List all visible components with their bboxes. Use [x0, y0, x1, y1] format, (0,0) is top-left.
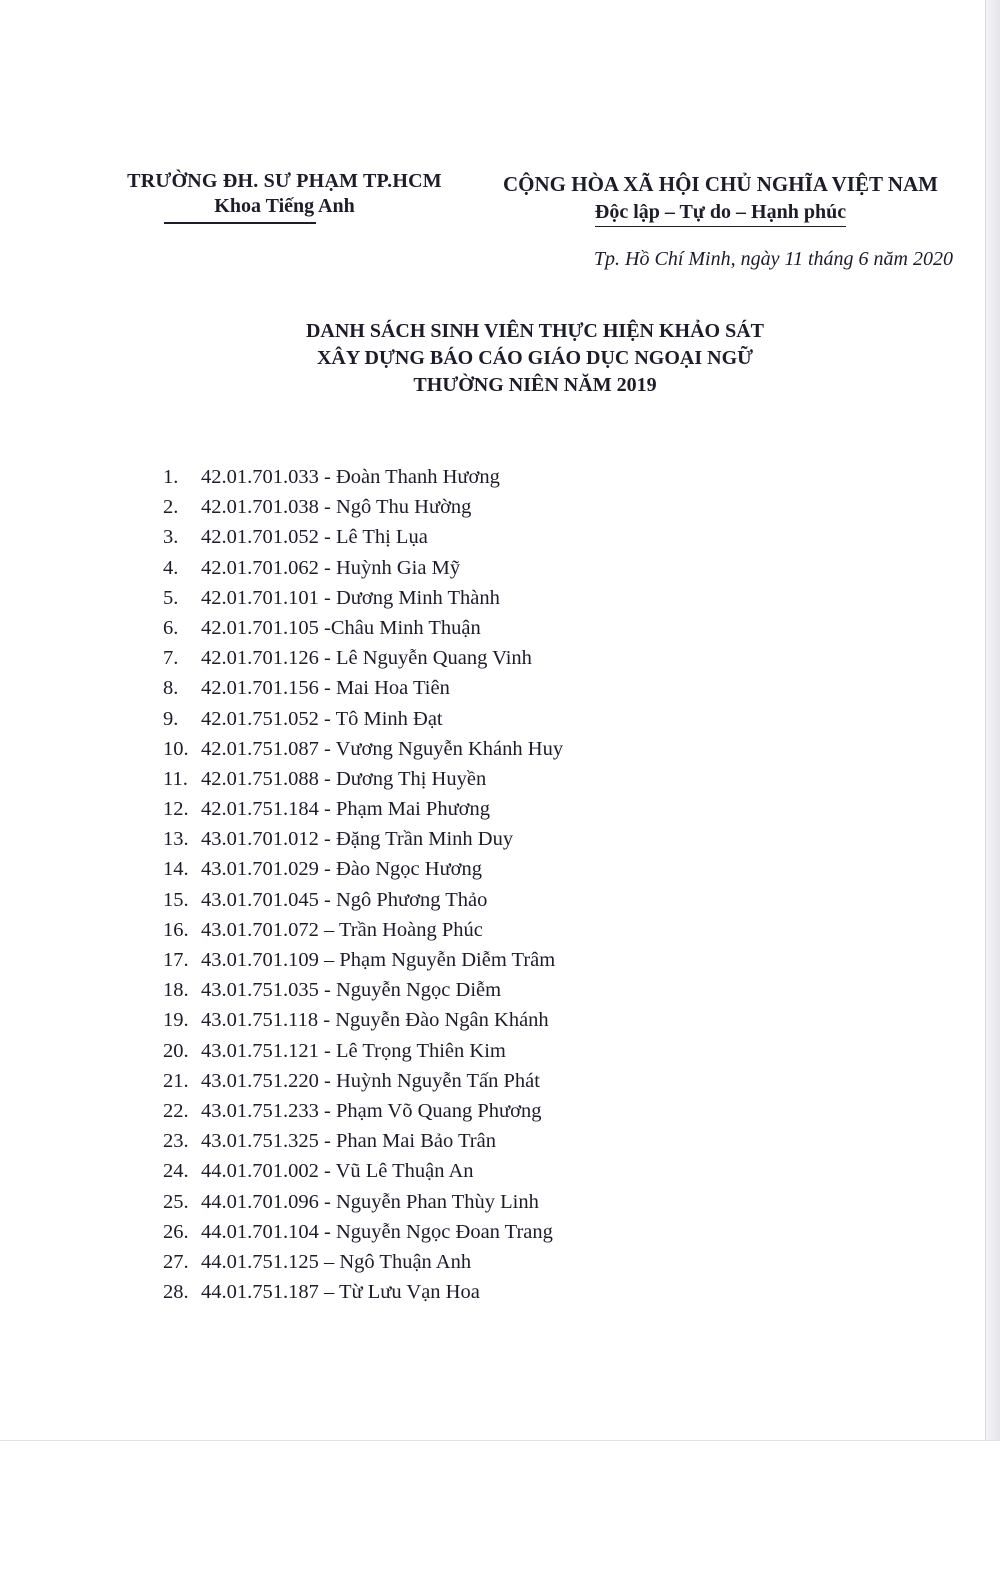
- item-number: 25.: [163, 1190, 189, 1213]
- item-number: 26.: [163, 1220, 189, 1243]
- item-text: 42.01.751.052 - Tô Minh Đạt: [201, 707, 443, 730]
- item-number: 27.: [163, 1250, 189, 1273]
- document-title: [0, 318, 1000, 399]
- item-text: 43.01.751.035 - Nguyễn Ngọc Diễm: [201, 979, 502, 1002]
- list-item: [163, 764, 563, 794]
- list-item: [163, 854, 563, 884]
- school-name: TRƯỜNG ĐH. SƯ PHẠM TP.HCM: [127, 170, 442, 192]
- item-text: 44.01.701.104 - Nguyễn Ngọc Đoan Trang: [201, 1220, 553, 1243]
- list-item: [163, 583, 563, 613]
- list-item: [163, 915, 563, 945]
- faculty-underline: [164, 222, 316, 224]
- item-text: 42.01.751.184 - Phạm Mai Phương: [201, 798, 491, 821]
- list-item: [163, 492, 563, 522]
- item-number: 4.: [163, 556, 179, 579]
- title-line-1: DANH SÁCH SINH VIÊN THỰC HIỆN KHẢO SÁT: [305, 320, 765, 342]
- item-number: 24.: [163, 1160, 189, 1183]
- list-item: [163, 462, 563, 492]
- item-number: 15.: [163, 888, 189, 911]
- item-number: 6.: [163, 616, 179, 639]
- item-number: 12.: [163, 798, 189, 821]
- item-text: 42.01.701.126 - Lê Nguyễn Quang Vinh: [201, 647, 532, 670]
- scan-page-edge: [985, 0, 1000, 1440]
- list-item: [163, 1126, 563, 1156]
- item-number: 28.: [163, 1281, 189, 1304]
- list-item: [163, 975, 563, 1005]
- item-text: 42.01.751.087 - Vương Nguyễn Khánh Huy: [201, 737, 564, 760]
- item-text: 44.01.701.002 - Vũ Lê Thuận An: [201, 1160, 474, 1183]
- item-text: 43.01.701.045 - Ngô Phương Thảo: [201, 888, 488, 911]
- list-item: [163, 704, 563, 734]
- item-text: 43.01.751.233 - Phạm Võ Quang Phương: [201, 1099, 542, 1122]
- item-text: 43.01.751.220 - Huỳnh Nguyễn Tấn Phát: [201, 1069, 540, 1092]
- title-line-3: THƯỜNG NIÊN NĂM 2019: [413, 374, 657, 396]
- nation-name: CỘNG HÒA XÃ HỘI CHỦ NGHĨA VIỆT NAM: [502, 172, 939, 196]
- item-text: 42.01.701.156 - Mai Hoa Tiên: [201, 677, 450, 700]
- item-number: 14.: [163, 858, 189, 881]
- item-text: 43.01.751.325 - Phan Mai Bảo Trân: [201, 1130, 496, 1153]
- item-text: 43.01.701.012 - Đặng Trần Minh Duy: [201, 828, 514, 851]
- item-text: 42.01.751.088 - Dương Thị Huyền: [201, 767, 487, 790]
- list-item: [163, 824, 563, 854]
- list-item: [163, 1036, 563, 1066]
- item-number: 23.: [163, 1130, 189, 1153]
- faculty-name: Khoa Tiếng Anh: [214, 195, 355, 217]
- list-item: [163, 673, 563, 703]
- item-number: 5.: [163, 586, 179, 609]
- item-text: 42.01.701.033 - Đoàn Thanh Hương: [201, 466, 500, 488]
- list-item: [163, 794, 563, 824]
- item-number: 1.: [163, 466, 179, 488]
- list-item: [163, 1156, 563, 1186]
- item-number: 8.: [163, 677, 179, 700]
- item-number: 18.: [163, 979, 189, 1002]
- item-text: 43.01.751.121 - Lê Trọng Thiên Kim: [201, 1039, 506, 1062]
- item-number: 19.: [163, 1009, 189, 1032]
- list-item: [163, 522, 563, 552]
- list-item: [163, 734, 563, 764]
- item-text: 43.01.751.118 - Nguyễn Đào Ngân Khánh: [201, 1009, 549, 1032]
- item-number: 17.: [163, 949, 189, 971]
- institution-header: [112, 170, 457, 224]
- list-item: [163, 1247, 563, 1277]
- item-number: 10.: [163, 737, 189, 760]
- item-number: 9.: [163, 707, 179, 730]
- item-text: 42.01.701.052 - Lê Thị Lụa: [201, 526, 428, 549]
- item-text: 43.01.701.029 - Đào Ngọc Hương: [201, 858, 483, 881]
- national-motto: Độc lập – Tự do – Hạnh phúc: [595, 201, 846, 227]
- list-item: [163, 945, 563, 975]
- item-text: 44.01.701.096 - Nguyễn Phan Thùy Linh: [201, 1190, 539, 1213]
- title-line-2: XÂY DỰNG BÁO CÁO GIÁO DỤC NGOẠI NGỮ: [316, 347, 754, 369]
- list-item: [163, 553, 563, 583]
- item-text: 43.01.701.109 – Phạm Nguyễn Diễm Trâm: [201, 949, 556, 971]
- item-number: 16.: [163, 918, 189, 941]
- item-number: 11.: [163, 767, 188, 790]
- student-list: [163, 462, 563, 1307]
- item-number: 13.: [163, 828, 189, 851]
- list-item: [163, 1096, 563, 1126]
- list-item: [163, 1066, 563, 1096]
- item-number: 21.: [163, 1069, 189, 1092]
- list-item: [163, 1217, 563, 1247]
- item-number: 2.: [163, 496, 179, 519]
- date-line: Tp. Hồ Chí Minh, ngày 11 tháng 6 năm 2020: [593, 248, 953, 270]
- item-text: 44.01.751.125 – Ngô Thuận Anh: [201, 1250, 472, 1273]
- item-text: 42.01.701.038 - Ngô Thu Hường: [201, 496, 472, 519]
- item-text: 42.01.701.105 -Châu Minh Thuận: [201, 616, 481, 639]
- item-number: 20.: [163, 1039, 189, 1062]
- list-item: [163, 885, 563, 915]
- item-number: 7.: [163, 647, 179, 670]
- scan-page-bottom-edge: [0, 1440, 1000, 1441]
- list-item: [163, 613, 563, 643]
- national-header: [478, 172, 963, 227]
- item-number: 22.: [163, 1099, 189, 1122]
- list-item: [163, 1005, 563, 1035]
- item-number: 3.: [163, 526, 179, 549]
- list-item: [163, 643, 563, 673]
- item-text: 42.01.701.101 - Dương Minh Thành: [201, 586, 500, 609]
- list-item: [163, 1187, 563, 1217]
- item-text: 42.01.701.062 - Huỳnh Gia Mỹ: [201, 556, 461, 579]
- item-text: 43.01.701.072 – Trần Hoàng Phúc: [201, 918, 483, 941]
- item-text: 44.01.751.187 – Từ Lưu Vạn Hoa: [201, 1281, 480, 1304]
- list-item: [163, 1277, 563, 1307]
